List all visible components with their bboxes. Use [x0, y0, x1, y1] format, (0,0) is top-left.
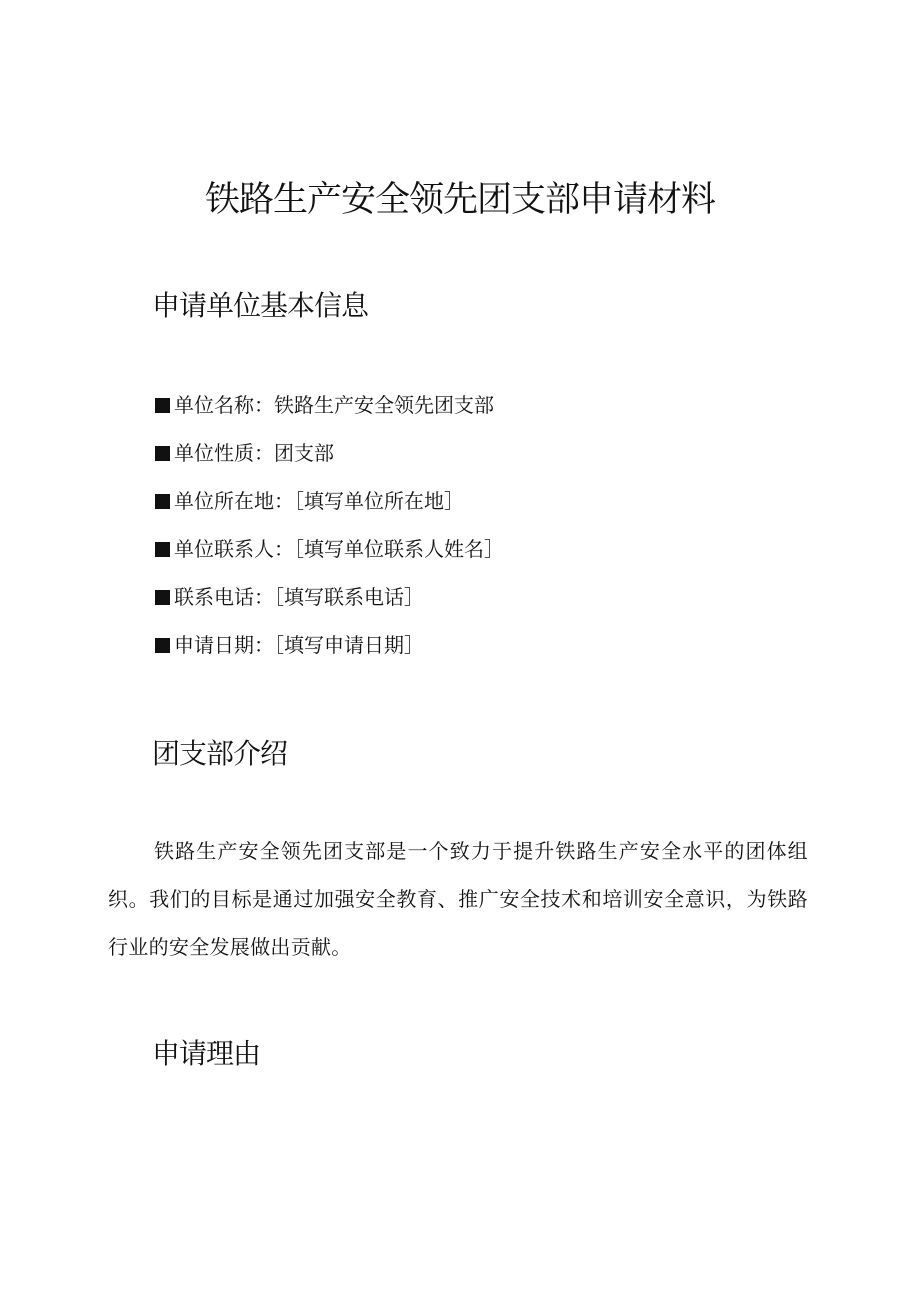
- info-label: 单位名称：: [174, 393, 274, 417]
- info-value: ［填写单位所在地］: [294, 489, 464, 513]
- basic-info-list: [155, 386, 504, 674]
- info-item-application-date: [155, 626, 504, 674]
- square-bullet-icon: [155, 494, 170, 509]
- info-item-unit-nature: [155, 434, 504, 482]
- square-bullet-icon: [155, 446, 170, 461]
- info-value: 铁路生产安全领先团支部: [274, 393, 494, 417]
- square-bullet-icon: [155, 638, 170, 653]
- section-heading-reason: 申请理由: [152, 1037, 261, 1070]
- square-bullet-icon: [155, 398, 170, 413]
- info-label: 单位联系人：: [174, 537, 294, 561]
- info-item-unit-location: [155, 482, 504, 530]
- info-value: ［填写单位联系人姓名］: [294, 537, 504, 561]
- info-item-unit-contact: [155, 530, 504, 578]
- introduction-paragraph: 铁路生产安全领先团支部是一个致力于提升铁路生产安全水平的团体组织。我们的目标是通过加强安全教育、推广安全技术和培训安全意识，为铁路行业的安全发展做出贡献。: [108, 839, 808, 959]
- info-value: ［填写联系电话］: [274, 585, 424, 609]
- info-item-phone: [155, 578, 504, 626]
- info-value: ［填写申请日期］: [274, 633, 424, 657]
- info-label: 单位性质：: [174, 441, 274, 465]
- info-label: 单位所在地：: [174, 489, 294, 513]
- info-label: 申请日期：: [174, 633, 274, 657]
- square-bullet-icon: [155, 542, 170, 557]
- section-heading-basic-info: 申请单位基本信息: [152, 289, 369, 322]
- info-value: 团支部: [274, 441, 334, 465]
- info-item-unit-name: [155, 386, 504, 434]
- square-bullet-icon: [155, 590, 170, 605]
- info-label: 联系电话：: [174, 585, 274, 609]
- section-heading-introduction: 团支部介绍: [152, 737, 288, 770]
- document-title: 铁路生产安全领先团支部申请材料: [204, 180, 715, 220]
